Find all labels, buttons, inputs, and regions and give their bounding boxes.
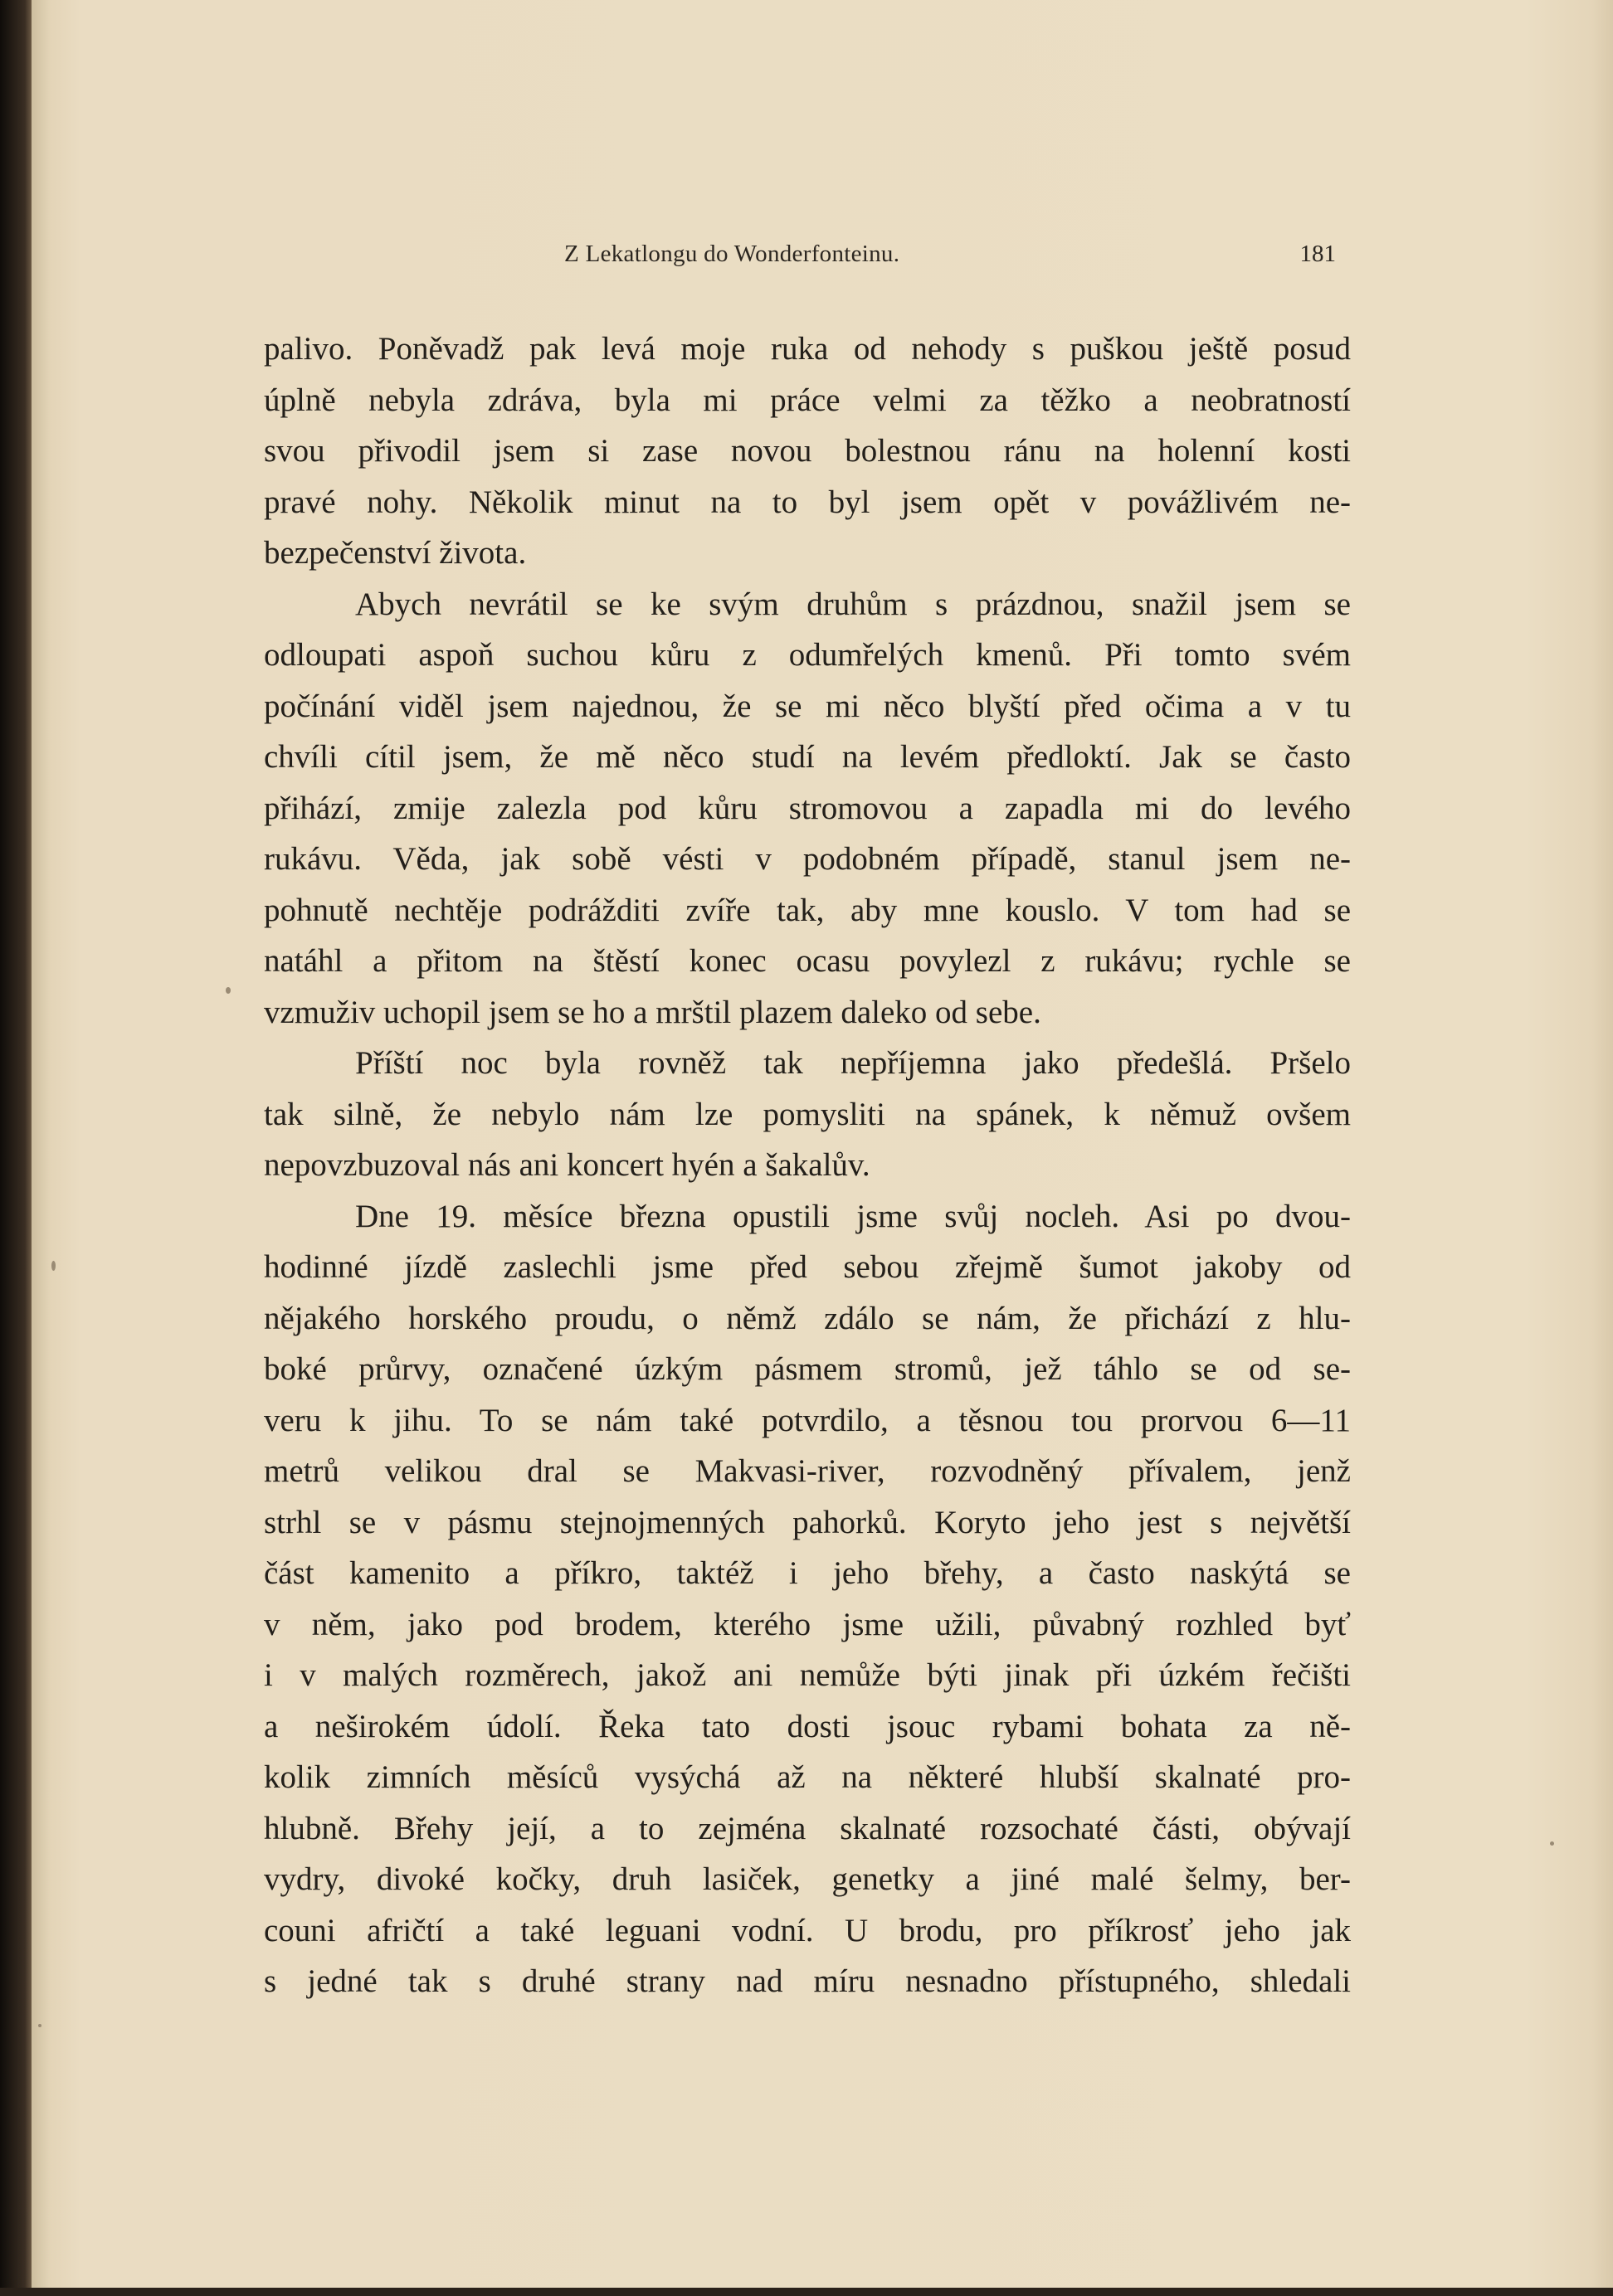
text-line: hlubně. Břehy její, a to zejména skalnaté rozsochaté části, obývají: [264, 1810, 1351, 1846]
page-number: 181: [1299, 241, 1336, 267]
text-line: Příští noc byla rovněž tak nepříjemna jako předešlá. Pršelo: [355, 1045, 1351, 1081]
text-line: metrů velikou dral se Makvasi-river, rozvodněný přívalem, jenž: [264, 1453, 1351, 1489]
text-line: část kamenito a příkro, taktéž i jeho břehy, a často naskýtá se: [264, 1555, 1351, 1591]
paper-speck: [38, 2024, 41, 2027]
text-line: strhl se v pásmu stejnojmenných pahorků. Koryto jeho jest s největší: [264, 1504, 1351, 1540]
text-line: svou přivodil jsem si zase novou bolestnou ránu na holenní kosti: [264, 433, 1351, 469]
text-line: vzmuživ uchopil jsem se ho a mrštil plazem daleko od sebe.: [264, 994, 1041, 1030]
paper-speck: [51, 1261, 56, 1271]
text-line: hodinné jízdě zaslechli jsme před sebou zřejmě šumot jakoby od: [264, 1249, 1351, 1285]
body-text: [264, 323, 1351, 2007]
text-line: veru k jihu. To se nám také potvrdilo, a těsnou tou prorvou 6—11: [264, 1402, 1351, 1438]
text-line: natáhl a přitom na štěstí konec ocasu povylezl z rukávu; rychle se: [264, 943, 1351, 979]
text-line: i v malých rozměrech, jakož ani nemůže býti jinak při úzkém řečišti: [264, 1657, 1351, 1693]
book-binding-shadow: [0, 0, 32, 2296]
text-line: počínání viděl jsem najednou, že se mi něco blyští před očima a v tu: [264, 688, 1351, 724]
running-title: Z Lekatlongu do Wonderfonteinu.: [564, 241, 900, 267]
page-header: [564, 241, 1336, 274]
text-line: v něm, jako pod brodem, kterého jsme užili, půvabný rozhled byť: [264, 1606, 1351, 1642]
paper-speck: [1550, 1841, 1554, 1846]
text-line: nepovzbuzoval nás ani koncert hyén a šakalův.: [264, 1147, 870, 1183]
text-line: boké průrvy, označené úzkým pásmem stromů, jež táhlo se od se-: [264, 1351, 1351, 1387]
paragraph: [264, 1191, 1351, 2007]
paragraph: [264, 579, 1351, 1039]
text-line: Dne 19. měsíce března opustili jsme svůj nocleh. Asi po dvou-: [355, 1198, 1351, 1234]
paragraph: [264, 323, 1351, 579]
text-line: kolik zimních měsíců vysýchá až na některé hlubší skalnaté pro-: [264, 1759, 1351, 1795]
text-line: s jedné tak s druhé strany nad míru nesnadno přístupného, shledali: [264, 1963, 1351, 1999]
text-line: palivo. Poněvadž pak levá moje ruka od nehody s puškou ještě posud: [264, 331, 1351, 367]
text-line: couni afričtí a také leguani vodní. U brodu, pro příkrosť jeho jak: [264, 1912, 1351, 1948]
text-line: odloupati aspoň suchou kůru z odumřelých kmenů. Při tomto svém: [264, 637, 1351, 673]
paragraph: [264, 1038, 1351, 1191]
text-line: tak silně, že nebylo nám lze pomysliti na spánek, k němuž ovšem: [264, 1096, 1351, 1132]
text-line: Abych nevrátil se ke svým druhům s prázdnou, snažil jsem se: [355, 586, 1351, 622]
text-line: vydry, divoké kočky, druh lasiček, genetky a jiné malé šelmy, ber-: [264, 1861, 1351, 1897]
text-line: bezpečenství života.: [264, 535, 527, 571]
paper-speck: [226, 987, 231, 994]
text-line: pohnutě nechtěje podrážditi zvíře tak, aby mne kouslo. V tom had se: [264, 892, 1351, 928]
text-line: rukávu. Věda, jak sobě vésti v podobném případě, stanul jsem ne-: [264, 841, 1351, 877]
text-line: přihází, zmije zalezla pod kůru stromovou a zapadla mi do levého: [264, 790, 1351, 826]
text-line: pravé nohy. Několik minut na to byl jsem opět v povážlivém ne-: [264, 484, 1351, 520]
text-line: úplně nebyla zdráva, byla mi práce velmi za těžko a neobratností: [264, 382, 1351, 418]
text-line: nějakého horského proudu, o němž zdálo se nám, že přichází z hlu-: [264, 1300, 1351, 1336]
scan-bottom-edge: [0, 2288, 1613, 2296]
text-line: a neširokém údolí. Řeka tato dosti jsouc rybami bohata za ně-: [264, 1708, 1351, 1744]
text-line: chvíli cítil jsem, že mě něco studí na levém předloktí. Jak se často: [264, 739, 1351, 775]
